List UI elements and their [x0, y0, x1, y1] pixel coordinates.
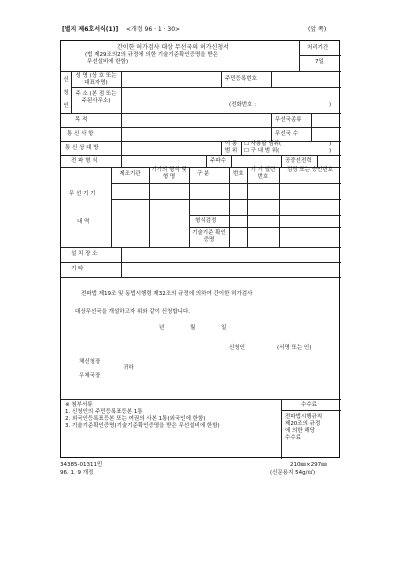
equipment-detail-label: 내 역: [77, 219, 90, 225]
application-date: 년 월 일: [159, 325, 227, 331]
equipment-section-label: 무 선 기 기: [69, 191, 96, 197]
signature-note: (서명 또는 인): [277, 345, 312, 351]
install-place-label: 설 치 장 소: [71, 251, 98, 257]
paper-type: (신문용지 54g/㎡): [270, 470, 316, 476]
usage-range-option[interactable]: ☐ 사용할 범위(: [244, 141, 282, 147]
col-number: 번호: [233, 171, 244, 177]
applicant-signature-label: 신청인: [229, 345, 245, 351]
page-side: (앞 쪽): [308, 26, 327, 33]
fee-label: 수수료: [301, 402, 317, 408]
name-label: 성 명 (상 호 또는 대표자명): [75, 73, 117, 86]
fee-text-3: 에 의한 해당: [285, 428, 316, 434]
col-manufacturer: 제조기관: [119, 171, 141, 177]
attachment-1: 1. 신청인의 주민등록표등본 1통: [65, 409, 143, 415]
type-approval-label: 형식검정: [195, 218, 217, 224]
station-type-label: 무선국종류: [275, 117, 302, 123]
declaration-line1: 전파법 제19조 및 동법시행령 제32조의 규정에 의하여 간이한 허가검사: [81, 291, 253, 297]
antenna-power-label: 공중선전력: [285, 158, 312, 164]
attachments-title: ※ 첨부서류: [65, 402, 93, 408]
attachment-2: 2. 외국인등록표등본 또는 여권의 사본 1통(외국인에 한함): [65, 416, 206, 422]
frequency-label: 주파수: [210, 158, 226, 164]
comm-party-label: 통 신 상 대 방: [65, 145, 99, 151]
recipient-suffix: 귀하: [123, 365, 134, 371]
paper-size: 210㎜×297㎜: [290, 462, 327, 468]
form-title-sub1: (법 제29조의2의 규정에 의한 기술기준확인증명을 받은: [85, 52, 218, 58]
purpose-label: 목 적: [75, 117, 88, 123]
fee-text-1: 전파법시행규칙: [285, 414, 323, 420]
form-title: 간이한 허가검사 대상 무선국의 허가신청서: [117, 44, 229, 51]
station-count-label: 무선국 수: [275, 131, 299, 137]
mobile-range-label: 이 동 범 위: [224, 141, 238, 154]
application-form: [60, 40, 340, 458]
applicant-section-label: 신 청 인: [63, 77, 69, 109]
rrn-label: 주민등록번호: [225, 76, 257, 82]
address-label: 주 소 (본 점 또는 주된사무소): [75, 91, 117, 104]
other-label: 기 타: [71, 266, 84, 272]
phone-close: ): [329, 102, 332, 108]
col-approval-number: 검정 또는 승인번호: [286, 167, 333, 173]
comm-matter-label: 통 신 사 항: [67, 131, 94, 137]
processing-period-value: 7일: [315, 59, 324, 65]
fee-text-2: 제20조의 규정: [285, 421, 321, 427]
amendment-note: <개정 96 · 1 · 30>: [126, 26, 181, 33]
recipient-2: 우체국장: [79, 373, 101, 379]
attachment-3: 3. 기술기준확인증명(기술기준확인증명을 받은 무선설비에 한함): [65, 423, 220, 429]
tech-standard-cert-label: 기술기준 확인증명: [192, 230, 226, 243]
declaration-line2: 대상무선국을 개설하고자 위와 같이 신청합니다.: [75, 309, 191, 315]
form-title-sub2: 무선설비에 한함): [87, 59, 129, 65]
emission-type-label: 전 파 형 식: [71, 158, 98, 164]
premises-range-option[interactable]: ☐ 구 내 범 위(: [244, 148, 280, 154]
col-serial-number: 기 기 일련번호: [250, 167, 276, 180]
form-code: 34385-01311민: [60, 462, 103, 468]
recipient-1: 체신청장: [79, 359, 101, 365]
processing-period-label: 처리기간: [307, 45, 329, 51]
fee-text-4: 수수료: [285, 435, 301, 441]
phone-label: (전화번호 :: [229, 102, 256, 108]
premises-range-close: ): [329, 148, 332, 154]
form-number: [별지 제6호서식(1)]: [62, 26, 119, 33]
usage-range-close: ): [329, 141, 332, 147]
form-revision-date: 96. 1. 9 개정: [60, 470, 94, 476]
col-category: 구 분: [197, 171, 210, 177]
col-equipment-model: 기기의 형식 및 형 명: [151, 167, 187, 180]
